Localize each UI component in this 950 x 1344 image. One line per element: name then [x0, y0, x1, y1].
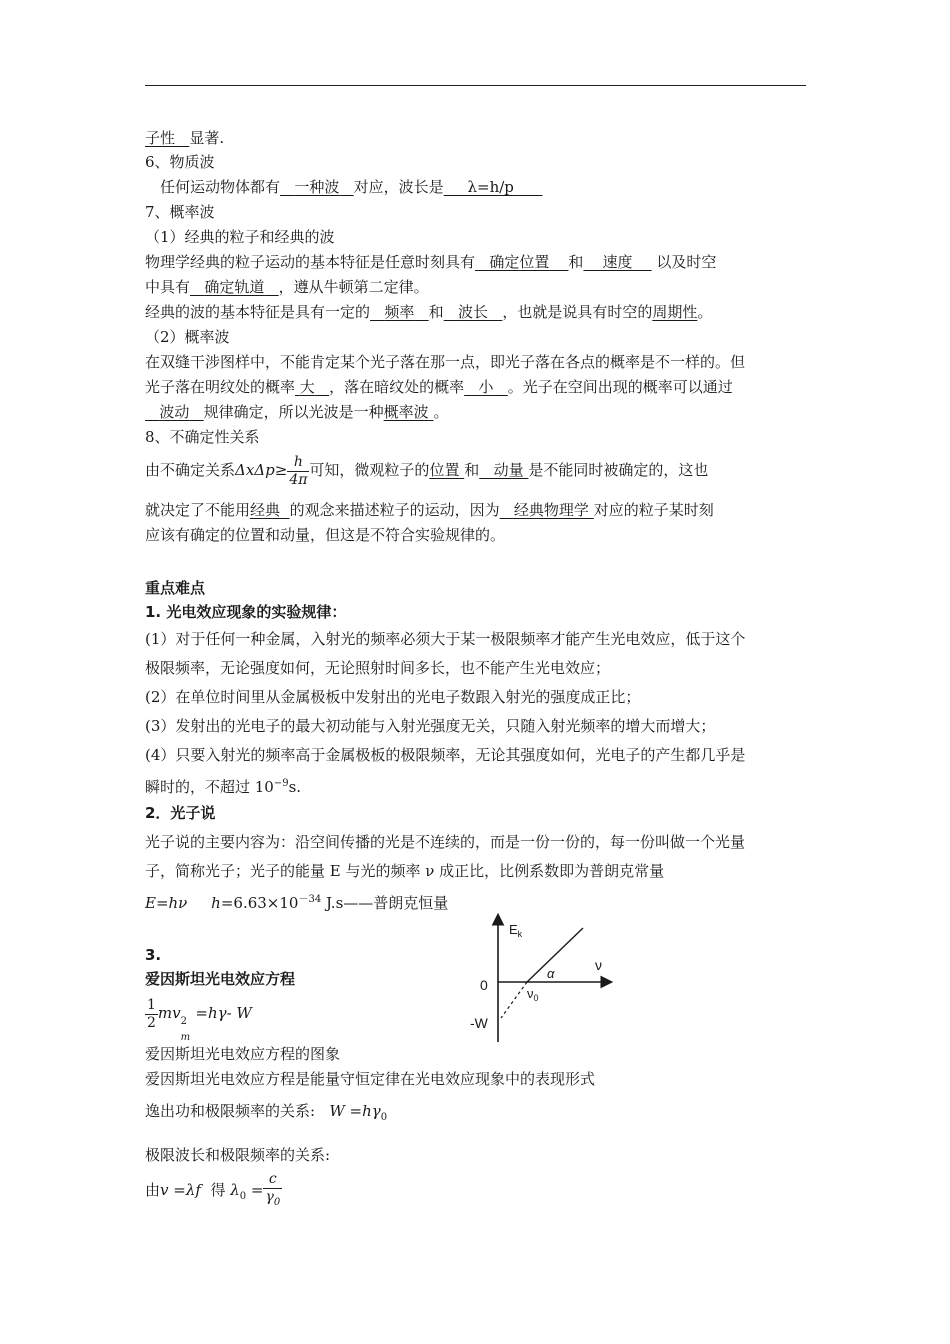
equation: E=hν: [145, 894, 188, 912]
text: ，落在暗纹处的概率: [329, 378, 465, 396]
equation: =hγ- W: [190, 1004, 252, 1022]
text: 和: [464, 461, 480, 479]
exponent: －34: [298, 894, 322, 905]
extension-dashed-line: [501, 982, 527, 1018]
exponent: 2: [180, 1016, 187, 1027]
fraction-numerator: h: [287, 454, 309, 472]
rule-1-cont: 极限频率，无论强度如何，无论照射时间多长，也不能产生光电效应；: [145, 659, 611, 677]
text: 和: [428, 303, 444, 321]
blank-answer: 一种波: [294, 178, 340, 196]
subscript: 0: [239, 1191, 247, 1202]
text: 以及时空: [656, 253, 717, 271]
graph-caption: 爱因斯坦光电效应方程的图象: [145, 1045, 341, 1063]
text-line: [145, 128, 224, 148]
section-6-title: 6、物质波: [145, 153, 215, 171]
text: 由: [145, 1181, 161, 1199]
text: 和: [568, 253, 584, 271]
text: ，也就是说具有时空的: [502, 303, 653, 321]
blank-answer: 周期性: [652, 303, 698, 321]
x-axis-label: ν: [595, 957, 602, 973]
text: 中具有: [145, 278, 191, 296]
equation: λ: [230, 1181, 240, 1199]
equation: h: [211, 894, 221, 912]
rule-2: (2）在单位时间里从金属极板中发射出的光电子数跟入射光的强度成正比；: [145, 688, 641, 706]
text: 就决定了不能用: [145, 501, 251, 519]
blank-answer: 速度: [602, 253, 633, 271]
blank-answer: 频率: [384, 303, 415, 321]
text-line: 在双缝干涉图样中，不能肯定某个光子落在那一点，即光子落在各点的概率是不一样的。但: [145, 353, 746, 371]
header-rule: [145, 85, 806, 86]
text: 瞬时的，不超过 10: [145, 778, 274, 796]
threshold-wavelength-equation: [145, 1168, 282, 1219]
fraction-denominator: [263, 1189, 282, 1211]
blank-answer: 确定位置: [489, 253, 550, 271]
equation: =6.63×10: [220, 894, 299, 912]
blank-answer: 动量: [493, 461, 524, 479]
equation: W =hγ: [329, 1102, 381, 1120]
threshold-frequency-label: $\nu_0$: [527, 986, 539, 1003]
text: 光子落在明纹处的概率: [145, 378, 296, 396]
text: 对应的粒子某时刻: [593, 501, 714, 519]
text: 。: [433, 403, 449, 421]
text: 。光子在空间出现的概率可以通过: [507, 378, 733, 396]
subscript: 0: [380, 1112, 388, 1123]
text-line: 爱因斯坦光电效应方程是能量守恒定律在光电效应现象中的表现形式: [145, 1070, 596, 1088]
subscript: m: [180, 1032, 191, 1043]
heading-photon-theory: 2．光子说: [145, 804, 216, 822]
threshold-wavelength-title: 极限波长和极限频率的关系:: [145, 1146, 331, 1164]
text-line: [145, 377, 733, 397]
fraction: [263, 1171, 282, 1211]
section-3-number: 3.: [145, 946, 162, 964]
blank-answer: 大: [299, 378, 315, 396]
planck-equation: [145, 890, 448, 913]
blank-answer: λ=h/p: [467, 178, 514, 196]
text-line: [145, 500, 714, 520]
subscript: 0: [273, 1196, 281, 1208]
subsection-title: （2）概率波: [145, 328, 230, 346]
angle-alpha-label: α: [547, 966, 555, 981]
blank-answer: 小: [478, 378, 494, 396]
text-line: [160, 177, 543, 197]
blank-answer: 经典: [250, 501, 281, 519]
photon-text: 子，简称光子；光子的能量 E 与光的频率 ν 成正比，比例系数即为普朗克常量: [145, 862, 665, 880]
origin-label: 0: [480, 977, 488, 993]
text: 的观念来描述粒子的运动，因为: [289, 501, 500, 519]
fraction: [145, 997, 158, 1032]
text: 逸出功和极限频率的关系:: [145, 1102, 316, 1120]
heading-einstein-equation: 爱因斯坦光电效应方程: [145, 970, 296, 988]
heading-photoelectric-laws: 1. 光电效应现象的实验规律：: [145, 603, 347, 621]
blank-answer: 位置: [429, 461, 460, 479]
uncertainty-formula: ΔxΔp≥: [235, 461, 288, 479]
fraction-denominator: 2: [147, 1014, 156, 1031]
text-line: [145, 402, 448, 422]
blank-answer: 子性: [145, 129, 176, 147]
fraction-numerator: c: [263, 1171, 282, 1189]
blank-answer: 经典物理学: [513, 501, 589, 519]
section-7-title: 7、概率波: [145, 203, 215, 221]
einstein-graph: [465, 910, 625, 1045]
rule-4: (4）只要入射光的频率高于金属极板的极限频率，无论其强度如何，光电子的产生都几乎是: [145, 746, 746, 764]
text-line: [145, 302, 712, 322]
equation: mv: [157, 1004, 181, 1022]
blank-answer: 概率波: [383, 403, 429, 421]
rule-1: (1）对于任何一种金属，入射光的频率必须大于某一极限频率才能产生光电效应，低于这个: [145, 630, 746, 648]
rule-3: (3）发射出的光电子的最大初动能与入射光强度无关，只随入射光频率的增大而增大；: [145, 717, 716, 735]
text: s.: [288, 778, 302, 796]
text-line: 应该有确定的位置和动量，但这是不符合实验规律的。: [145, 526, 506, 544]
text: 可知，微观粒子的: [309, 461, 430, 479]
work-function-line: [145, 1096, 387, 1133]
fraction: [287, 454, 309, 489]
text: 规律确定，所以光波是一种: [203, 403, 384, 421]
text: ，遵从牛顿第二定律。: [278, 278, 429, 296]
text: 是不能同时被确定的，这也: [528, 461, 709, 479]
blank-answer: 确定轨道: [204, 278, 265, 296]
blank-answer: 波长: [457, 303, 488, 321]
subsection-title: （1）经典的粒子和经典的波: [145, 228, 335, 246]
text: 对应，波长是: [353, 178, 444, 196]
text-line: [145, 452, 708, 489]
y-axis-label: $E_k$: [509, 922, 523, 939]
text-line: [145, 277, 429, 297]
blank-answer: 波动: [159, 403, 190, 421]
einstein-equation: [145, 995, 252, 1043]
rule-4-cont: [145, 774, 301, 797]
equation: v =λf: [160, 1181, 201, 1199]
text: 显著.: [189, 129, 225, 147]
negative-w-label: -W: [470, 1015, 488, 1031]
text: 经典的波的基本特征是具有一定的: [145, 303, 371, 321]
text-line: [145, 252, 716, 272]
equation: =: [246, 1181, 264, 1199]
section-8-title: 8、不确定性关系: [145, 428, 260, 446]
exponent: −9: [273, 778, 289, 789]
ek-line: [527, 928, 583, 982]
key-points-heading: 重点难点: [145, 579, 206, 597]
text: 。: [697, 303, 713, 321]
text: J.s——普朗克恒量: [321, 894, 449, 912]
text: 由不确定关系: [145, 461, 236, 479]
text: 得: [210, 1181, 226, 1199]
fraction-numerator: 1: [147, 996, 156, 1013]
text: γ: [265, 1189, 274, 1206]
photon-text: 光子说的主要内容为：沿空间传播的光是不连续的，而是一份一份的，每一份叫做一个光量: [145, 833, 746, 851]
text: 物理学经典的粒子运动的基本特征是任意时刻具有: [145, 253, 476, 271]
text: 任何运动物体都有: [160, 178, 281, 196]
fraction-denominator: 4π: [289, 471, 308, 488]
